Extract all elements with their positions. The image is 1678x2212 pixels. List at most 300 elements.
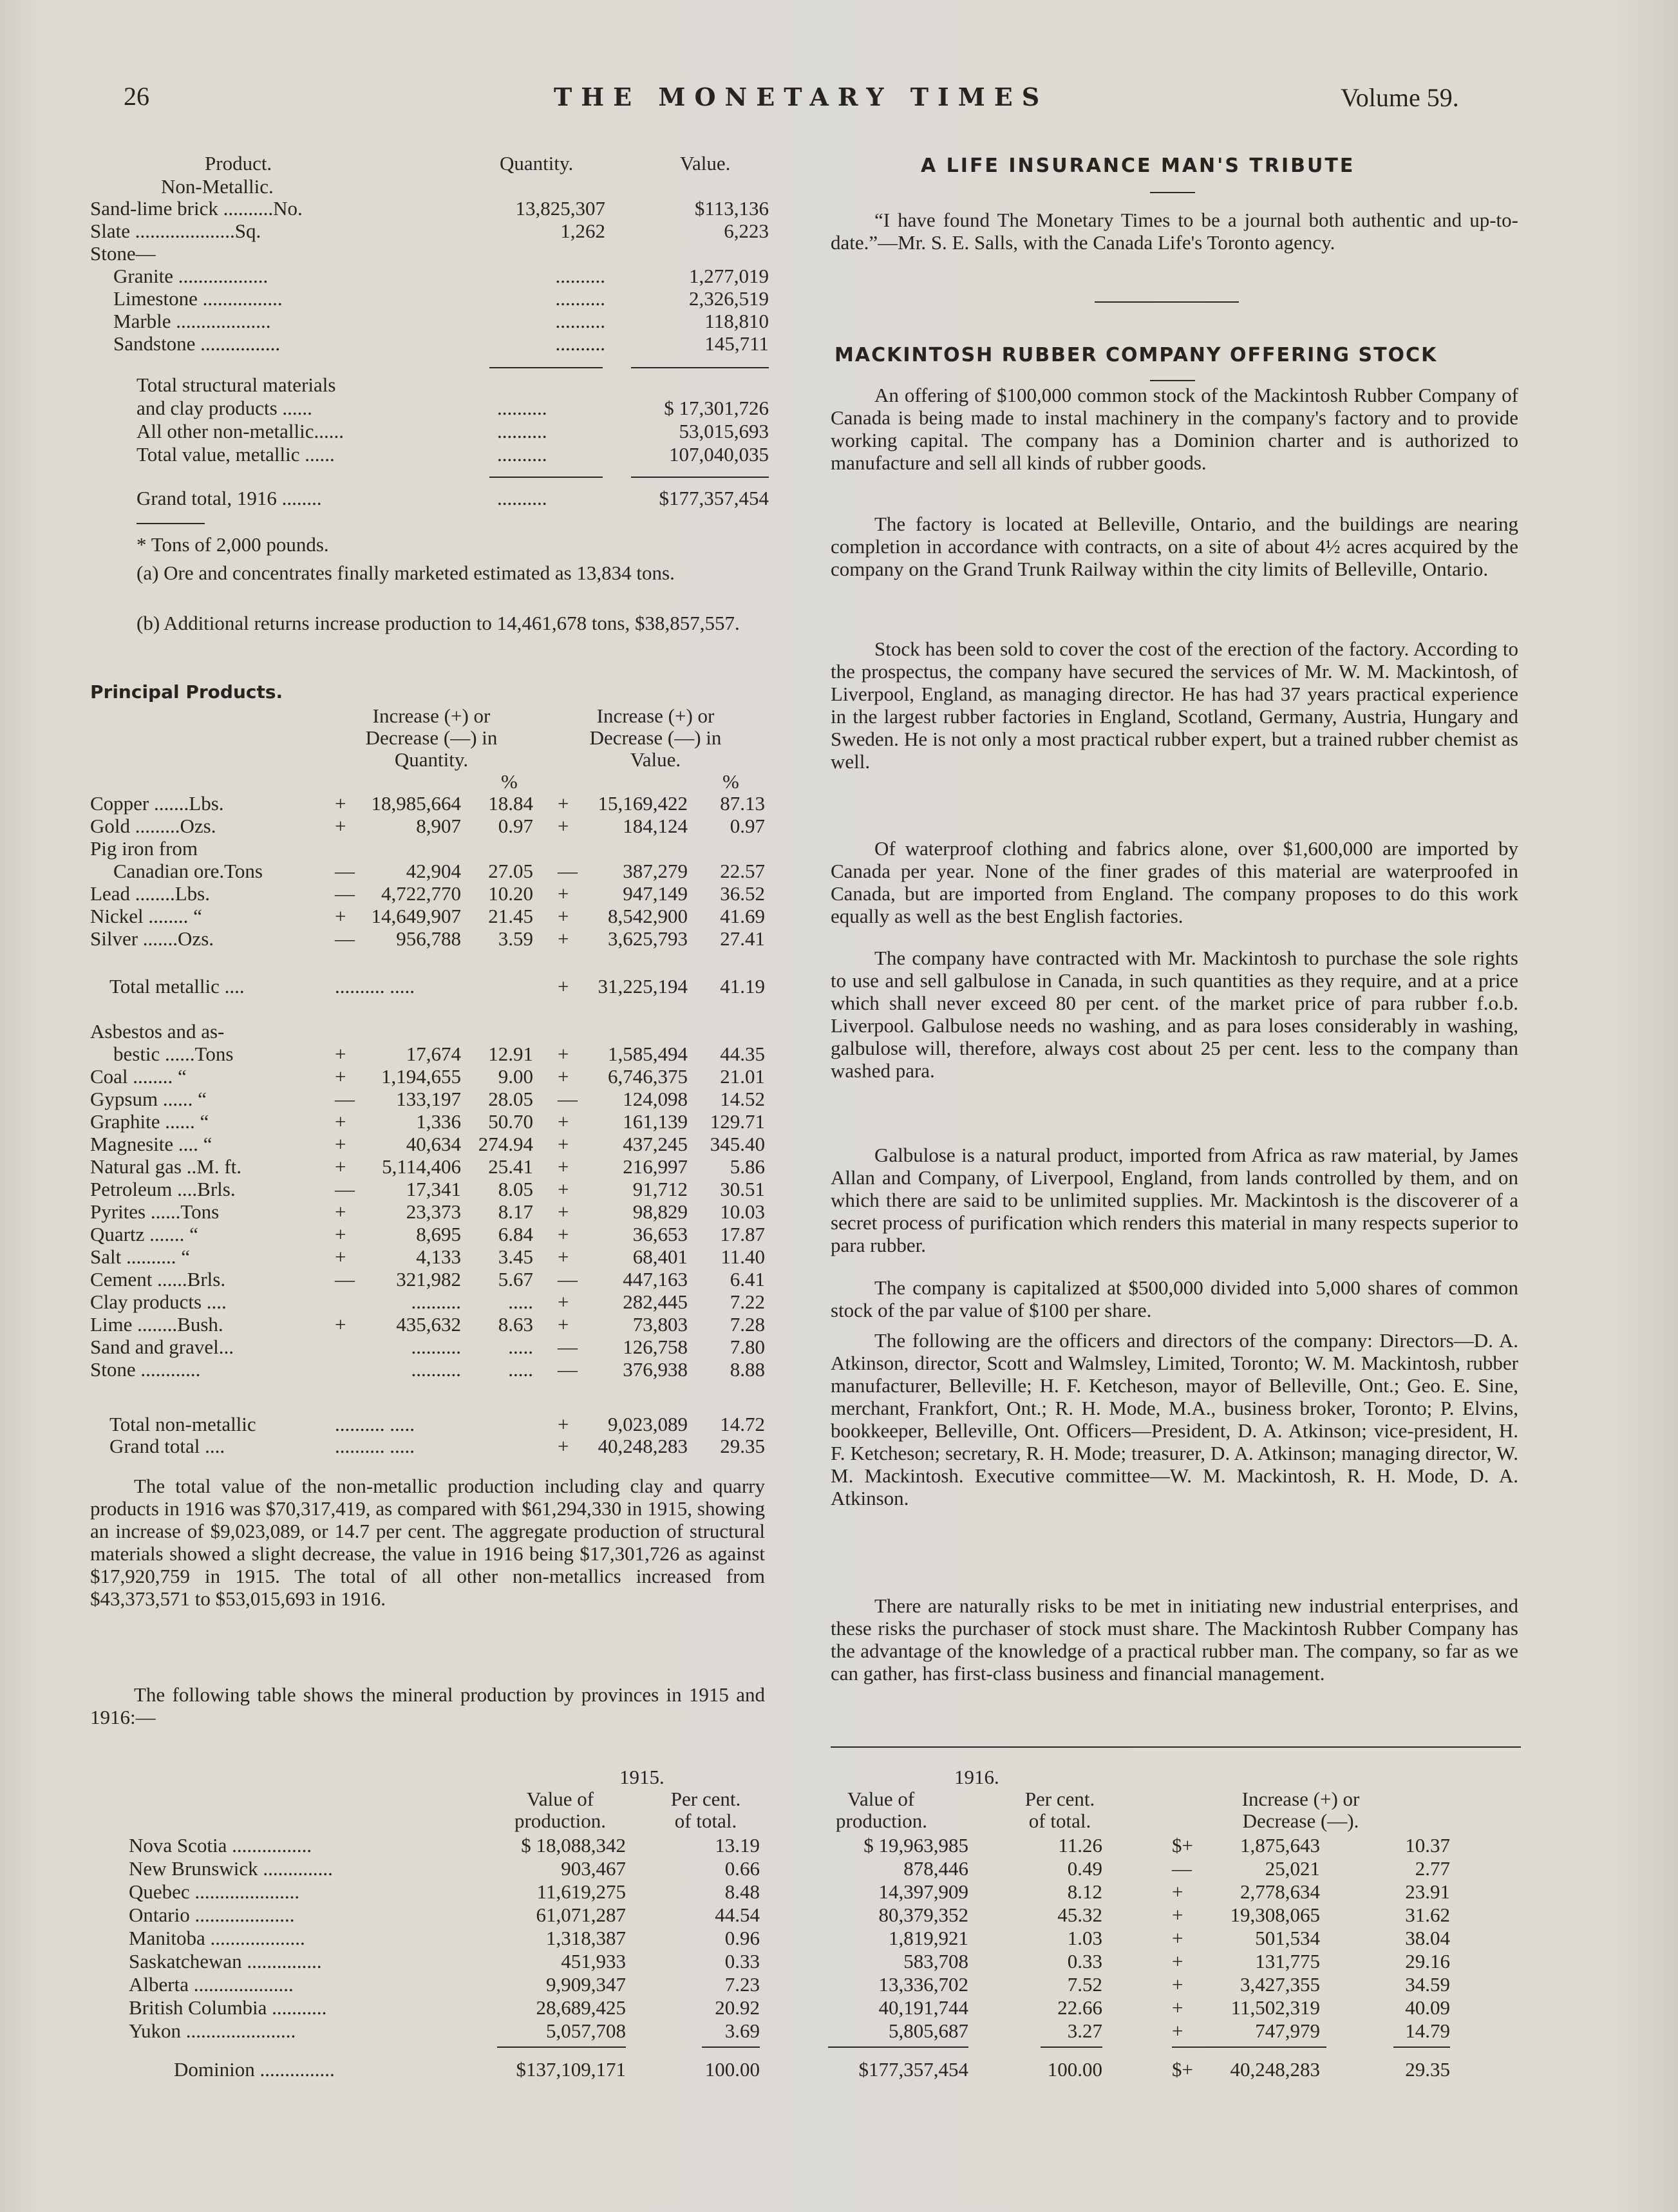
principal-qty-pct: 0.97 — [498, 815, 533, 837]
principal-qty-pct: 12.91 — [488, 1043, 533, 1065]
principal-qty: 956,788 — [396, 927, 461, 950]
tribute-title: A LIFE INSURANCE MAN'S TRIBUTE — [921, 155, 1355, 177]
principal-qty-pct: 3.45 — [498, 1245, 533, 1268]
province-pct-1916: 11.26 — [1058, 1834, 1102, 1857]
principal-qty-sign: + — [335, 1245, 346, 1268]
principal-val-h2: Decrease (—) in — [589, 726, 722, 749]
principal-val-pct: 7.80 — [730, 1336, 765, 1358]
principal-val-pct: 41.69 — [720, 905, 765, 927]
principal-qty: 435,632 — [396, 1313, 461, 1336]
divider — [631, 477, 769, 478]
principal-qty-pct: 274.94 — [478, 1133, 533, 1155]
mackintosh-paragraph: The company have contracted with Mr. Mackintosh to purchase the sole rights to use and sell galbulose in Canada, in such quantities as they require, and at a price which shall never exceed 80 per cent. of the market price of para rubber f.o.b. Liverpool. Galbulose needs no washing, and as para loses considerably in washing, galbulose will, therefore, always cost about 25 per cent. less to the company than washed para. — [831, 947, 1518, 1082]
volume-label: Volume 59. — [1341, 83, 1459, 112]
t1-total-label: All other non-metallic...... — [137, 420, 344, 442]
principal-val: 947,149 — [623, 882, 688, 905]
t1-col-quantity: Quantity. — [500, 152, 574, 175]
principal-val-sign: — — [558, 1088, 578, 1110]
principal-qty-sign: — — [335, 1088, 355, 1110]
principal-qty-sign: — — [335, 1178, 355, 1200]
t1-total-qty: .......... — [497, 397, 547, 419]
principal-total-val: 9,023,089 — [608, 1413, 688, 1435]
province-inc-pct: 38.04 — [1405, 1927, 1450, 1949]
principal-val-sign: + — [558, 882, 569, 905]
principal-total-label: Total non-metallic — [109, 1413, 256, 1435]
principal-val-pct: 6.41 — [730, 1268, 765, 1290]
principal-qty: 321,982 — [396, 1268, 461, 1290]
principal-qty: .......... — [411, 1336, 461, 1358]
principal-val-sign: + — [558, 792, 569, 815]
divider — [489, 477, 603, 478]
principal-val-pct: 87.13 — [720, 792, 765, 815]
column-end-rule — [831, 1746, 1521, 1748]
principal-label: Asbestos and as- — [90, 1020, 225, 1043]
province-name: Saskatchewan ............... — [129, 1950, 322, 1972]
province-inc-value: 25,021 — [1265, 1857, 1320, 1880]
principal-label: Gold .........Ozs. — [90, 815, 216, 837]
principal-qty-sign: — — [335, 860, 355, 882]
province-value-1915: 903,467 — [561, 1857, 626, 1880]
province-inc-sign: + — [1172, 1927, 1183, 1949]
principal-qty-pct: 50.70 — [488, 1110, 533, 1133]
province-name: Dominion ............... — [174, 2058, 335, 2081]
province-value-1916: 13,336,702 — [878, 1973, 968, 1996]
province-pct-1915: 8.48 — [724, 1880, 760, 1903]
province-pct-1915: 0.66 — [724, 1857, 760, 1880]
province-inc-pct: 23.91 — [1405, 1880, 1450, 1903]
province-inc-pct: 40.09 — [1405, 1996, 1450, 2019]
province-value-1916: 40,191,744 — [878, 1996, 968, 2019]
province-name: Ontario .................... — [129, 1904, 295, 1926]
province-value-1916: 878,446 — [903, 1857, 968, 1880]
h15-value-1: Value of — [526, 1788, 594, 1810]
province-inc-value: 19,308,065 — [1230, 1904, 1320, 1926]
province-pct-1915: 0.96 — [724, 1927, 760, 1949]
principal-qty-sign: — — [335, 1268, 355, 1290]
principal-val: 98,829 — [632, 1200, 688, 1223]
province-inc-pct: 34.59 — [1405, 1973, 1450, 1996]
principal-qty-sign: + — [335, 792, 346, 815]
principal-val-sign: — — [558, 1358, 578, 1381]
province-inc-pct: 29.16 — [1405, 1950, 1450, 1972]
principal-qty: 23,373 — [406, 1200, 461, 1223]
province-value-1916: 583,708 — [903, 1950, 968, 1972]
province-pct-1916: 0.33 — [1067, 1950, 1102, 1972]
province-pct-1916: 45.32 — [1057, 1904, 1102, 1926]
h15-pct-2: of total. — [674, 1810, 737, 1832]
t1-total-value: 53,015,693 — [679, 420, 769, 442]
principal-val: 8,542,900 — [608, 905, 688, 927]
h16-pct-2: of total. — [1028, 1810, 1091, 1832]
principal-total-dots: .......... ..... — [335, 1435, 415, 1457]
t1-row-value: 2,326,519 — [689, 287, 769, 310]
principal-label: Pyrites ......Tons — [90, 1200, 220, 1223]
mackintosh-paragraph: There are naturally risks to be met in initiating new industrial enterprises, and these risks the purchaser of stock must share. The Mackintosh Rubber Company has the advantage of the knowledge of a practical rubber man. The company, so far as we can gather, has first-class business and financial management. — [831, 1594, 1518, 1685]
principal-total-dots: .......... ..... — [335, 1413, 415, 1435]
principal-val-sign: + — [558, 1133, 569, 1155]
principal-total-val: 31,225,194 — [598, 975, 688, 997]
province-inc-value: 131,775 — [1255, 1950, 1320, 1972]
principal-qty: 133,197 — [396, 1088, 461, 1110]
principal-val: 184,124 — [623, 815, 688, 837]
h16-value-1: Value of — [847, 1788, 915, 1810]
province-inc-sign: + — [1172, 1950, 1183, 1972]
h-inc-2: Decrease (—). — [1242, 1810, 1359, 1832]
divider — [1041, 2047, 1102, 2048]
principal-val-sign: + — [558, 1290, 569, 1313]
principal-label: Canadian ore.Tons — [113, 860, 263, 882]
province-pct-1915: 3.69 — [724, 2019, 760, 2042]
principal-qty-sign: + — [335, 1200, 346, 1223]
province-inc-pct: 14.79 — [1405, 2019, 1450, 2042]
principal-val-sign: + — [558, 1223, 569, 1245]
h16-value-2: production. — [836, 1810, 928, 1832]
province-value-1915: 61,071,287 — [536, 1904, 626, 1926]
principal-label: Gypsum ...... “ — [90, 1088, 207, 1110]
principal-val-sign: + — [558, 1245, 569, 1268]
principal-qty: 18,985,664 — [371, 792, 461, 815]
t1-row-label: Sandstone ................ — [113, 332, 281, 355]
divider — [702, 2047, 760, 2048]
principal-qty-pct: 21.45 — [488, 905, 533, 927]
province-inc-sign: + — [1172, 1880, 1183, 1903]
t1-row-label: Marble ................... — [113, 310, 271, 332]
province-pct-1915: 20.92 — [715, 1996, 760, 2019]
principal-val-pct: 36.52 — [720, 882, 765, 905]
principal-label: Nickel ........ “ — [90, 905, 202, 927]
principal-qty-pct: ..... — [508, 1358, 533, 1381]
principal-label: Sand and gravel... — [90, 1336, 234, 1358]
principal-val-pct: 17.87 — [720, 1223, 765, 1245]
province-pct-1916: 0.49 — [1067, 1857, 1102, 1880]
t1-row-label: Limestone ................ — [113, 287, 283, 310]
principal-val: 36,653 — [632, 1223, 688, 1245]
divider — [1172, 2047, 1326, 2048]
principal-qty-sign: — — [335, 882, 355, 905]
divider — [1150, 380, 1195, 381]
province-name: Yukon ...................... — [129, 2019, 296, 2042]
principal-total-sign: + — [558, 1413, 569, 1435]
province-inc-pct: 2.77 — [1415, 1857, 1450, 1880]
t1-row-qty: .......... — [555, 310, 605, 332]
principal-total-dots: .......... ..... — [335, 975, 415, 997]
principal-qty: 17,674 — [406, 1043, 461, 1065]
province-inc-sign: $+ — [1172, 1834, 1193, 1857]
principal-qty: 5,114,406 — [382, 1155, 461, 1178]
principal-qty-sign: + — [335, 1110, 346, 1133]
principal-val-pct: 10.03 — [720, 1200, 765, 1223]
province-inc-value: 1,875,643 — [1240, 1834, 1320, 1857]
principal-val-pct: 44.35 — [720, 1043, 765, 1065]
principal-total-label: Grand total .... — [109, 1435, 225, 1457]
principal-val-pct: 345.40 — [710, 1133, 765, 1155]
principal-label: Lime ........Bush. — [90, 1313, 223, 1336]
province-inc-value: 3,427,355 — [1240, 1973, 1320, 1996]
year-1915: 1915. — [619, 1766, 665, 1788]
t1-total-value: $ 17,301,726 — [664, 397, 769, 419]
province-value-1916: $177,357,454 — [858, 2058, 968, 2081]
t1-total-label: Total value, metallic ...... — [137, 443, 335, 466]
t1-section: Non-Metallic. — [161, 175, 274, 198]
mackintosh-paragraph: The factory is located at Belleville, Ontario, and the buildings are nearing completion in accordance with contracts, on a site of about 4½ acres acquired by the company on the Grand Trunk Railway within the city limits of Belleville, Ontario. — [831, 513, 1518, 580]
footnote-rule — [137, 523, 205, 524]
province-inc-sign: + — [1172, 2019, 1183, 2042]
principal-label: Quartz ....... “ — [90, 1223, 198, 1245]
divider — [1150, 192, 1195, 193]
t1-col-product: Product. — [205, 152, 272, 175]
principal-qty-pct: 3.59 — [498, 927, 533, 950]
principal-qty: .......... — [411, 1358, 461, 1381]
divider — [489, 367, 603, 368]
principal-qty: 8,695 — [416, 1223, 461, 1245]
t1-row-qty: .......... — [555, 332, 605, 355]
h15-pct-1: Per cent. — [670, 1788, 741, 1810]
province-pct-1916: 3.27 — [1067, 2019, 1102, 2042]
province-value-1915: 28,689,425 — [536, 1996, 626, 2019]
principal-val-pct: 8.88 — [730, 1358, 765, 1381]
principal-qty-pct: ..... — [508, 1336, 533, 1358]
principal-label: Stone ............ — [90, 1358, 201, 1381]
paragraph-nonmetallic: The total value of the non-metallic production including clay and quarry products in 1916 was $70,317,419, as compared with $61,294,330 in 1915, showing an increase of $9,023,089, or 14.7 per cent. The aggregate production of structural materials showed a slight decrease, the value in 1916 being $17,301,726 as against $17,920,759 in 1915. The total of all other non-metallics increased from $43,373,571 to $53,015,693 in 1916. — [90, 1475, 765, 1610]
principal-qty-h2: Decrease (—) in — [365, 726, 498, 749]
province-inc-sign: — — [1172, 1857, 1192, 1880]
principal-label: Magnesite .... “ — [90, 1133, 212, 1155]
t1-total-label-2: and clay products ...... — [137, 397, 312, 419]
province-pct-1915: 0.33 — [724, 1950, 760, 1972]
province-value-1916: 5,805,687 — [889, 2019, 968, 2042]
principal-label: Silver .......Ozs. — [90, 927, 214, 950]
principal-val: 447,163 — [623, 1268, 688, 1290]
principal-qty: 14,649,907 — [371, 905, 461, 927]
principal-qty-sign: + — [335, 1313, 346, 1336]
province-value-1916: 1,819,921 — [889, 1927, 968, 1949]
province-inc-sign: $+ — [1172, 2058, 1193, 2081]
principal-val-sign: — — [558, 1336, 578, 1358]
principal-qty-pct: 28.05 — [488, 1088, 533, 1110]
year-1916: 1916. — [954, 1766, 999, 1788]
principal-val-sign: + — [558, 927, 569, 950]
principal-pct-2: % — [722, 770, 739, 793]
footnote-star: * Tons of 2,000 pounds. — [137, 533, 329, 556]
province-value-1915: 9,909,347 — [546, 1973, 626, 1996]
principal-qty-pct: 8.17 — [498, 1200, 533, 1223]
t1-total-qty: .......... — [497, 420, 547, 442]
principal-total-pct: 41.19 — [720, 975, 765, 997]
principal-qty-sign: + — [335, 905, 346, 927]
t1-total-value: 107,040,035 — [669, 443, 769, 466]
page-number: 26 — [124, 82, 149, 111]
principal-val-sign: — — [558, 860, 578, 882]
principal-val: 3,625,793 — [608, 927, 688, 950]
divider — [497, 2047, 626, 2048]
province-inc-value: 40,248,283 — [1230, 2058, 1320, 2081]
principal-qty: 17,341 — [406, 1178, 461, 1200]
province-inc-value: 11,502,319 — [1230, 1996, 1320, 2019]
mackintosh-paragraph: Of waterproof clothing and fabrics alone, over $1,600,000 are imported by Canada per year. None of the finer grades of this material are waterproofed in Canada, but are imported from England. The company proposes to do this work equally as well as the best English factories. — [831, 837, 1518, 927]
principal-qty: 8,907 — [416, 815, 461, 837]
principal-label: Salt .......... “ — [90, 1245, 190, 1268]
t1-row-value: $113,136 — [694, 197, 769, 220]
province-pct-1915: 7.23 — [724, 1973, 760, 1996]
principal-val-sign: + — [558, 1313, 569, 1336]
province-value-1915: $137,109,171 — [516, 2058, 626, 2081]
province-value-1916: 80,379,352 — [878, 1904, 968, 1926]
province-pct-1916: 7.52 — [1067, 1973, 1102, 1996]
t1-col-value: Value. — [680, 152, 731, 175]
principal-total-sign: + — [558, 975, 569, 997]
province-value-1915: 11,619,275 — [536, 1880, 626, 1903]
province-inc-sign: + — [1172, 1904, 1183, 1926]
principal-qty-sign: + — [335, 1155, 346, 1178]
principal-val-pct: 7.28 — [730, 1313, 765, 1336]
province-name: Manitoba ................... — [129, 1927, 305, 1949]
principal-val: 437,245 — [623, 1133, 688, 1155]
province-value-1915: 451,933 — [561, 1950, 626, 1972]
mackintosh-paragraph: The following are the officers and directors of the company: Directors—D. A. Atkinson, director, Scott and Walmsley, Limited, Toronto; W. M. Mackintosh, rubber manufacturer, Belleville; H. F. Ketcheson, mayor of Belleville, Ont.; Geo. E. Sine, merchant, Frankfort, Ont.; R. H. Mode, M.A., business broker, Toronto; P. Elvins, bookkeeper, Belleville, Ont. Officers—President, D. A. Atkinson; vice-president, H. F. Ketcheson; secretary, R. H. Mode; treasurer, D. A. Atkinson; managing director, W. M. Mackintosh. Executive committee—W. M. Mackintosh, R. H. Mode, D. A. Atkinson. — [831, 1329, 1518, 1509]
principal-val: 124,098 — [623, 1088, 688, 1110]
masthead: THE MONETARY TIMES — [554, 82, 1049, 111]
principal-qty-sign: + — [335, 815, 346, 837]
principal-total-pct: 29.35 — [720, 1435, 765, 1457]
province-value-1916: $ 19,963,985 — [863, 1834, 968, 1857]
principal-qty-pct: 8.05 — [498, 1178, 533, 1200]
principal-val-sign: + — [558, 1155, 569, 1178]
t1-row-qty: 13,825,307 — [515, 197, 605, 220]
h15-value-2: production. — [514, 1810, 607, 1832]
principal-val: 126,758 — [623, 1336, 688, 1358]
t1-row-value: 1,277,019 — [689, 265, 769, 287]
t1-row-qty: .......... — [555, 265, 605, 287]
principal-qty-sign: + — [335, 1043, 346, 1065]
principal-val-pct: 0.97 — [730, 815, 765, 837]
principal-val: 282,445 — [623, 1290, 688, 1313]
mackintosh-title: MACKINTOSH RUBBER COMPANY OFFERING STOCK — [834, 344, 1438, 366]
principal-label: Pig iron from — [90, 837, 198, 860]
province-pct-1916: 1.03 — [1067, 1927, 1102, 1949]
principal-val: 73,803 — [632, 1313, 688, 1336]
province-name: British Columbia ........... — [129, 1996, 327, 2019]
principal-val-pct: 22.57 — [720, 860, 765, 882]
principal-val: 15,169,422 — [598, 792, 688, 815]
divider — [1393, 2047, 1450, 2048]
principal-val: 376,938 — [623, 1358, 688, 1381]
principal-qty-sign: + — [335, 1223, 346, 1245]
province-name: Quebec ..................... — [129, 1880, 300, 1903]
principal-label: Petroleum ....Brls. — [90, 1178, 236, 1200]
province-inc-sign: + — [1172, 1973, 1183, 1996]
province-inc-value: 747,979 — [1255, 2019, 1320, 2042]
principal-val-pct: 129.71 — [710, 1110, 765, 1133]
principal-val-pct: 21.01 — [720, 1065, 765, 1088]
principal-val: 216,997 — [623, 1155, 688, 1178]
principal-qty-sign: — — [335, 927, 355, 950]
principal-qty-sign: + — [335, 1065, 346, 1088]
principal-val-pct: 7.22 — [730, 1290, 765, 1313]
principal-qty: 40,634 — [406, 1133, 461, 1155]
principal-val-pct: 27.41 — [720, 927, 765, 950]
principal-val-sign: — — [558, 1268, 578, 1290]
t1-row-label: Slate ....................Sq. — [90, 220, 261, 242]
principal-qty: 1,194,655 — [381, 1065, 461, 1088]
principal-label: Copper .......Lbs. — [90, 792, 224, 815]
t1-row-qty: 1,262 — [560, 220, 605, 242]
province-inc-pct: 29.35 — [1405, 2058, 1450, 2081]
mackintosh-paragraph: The company is capitalized at $500,000 divided into 5,000 shares of common stock of the par value of $100 per share. — [831, 1276, 1518, 1321]
t1-row-value: 6,223 — [724, 220, 769, 242]
province-value-1915: 1,318,387 — [546, 1927, 626, 1949]
principal-val-h3: Value. — [630, 748, 681, 771]
principal-total-pct: 14.72 — [720, 1413, 765, 1435]
h16-pct-1: Per cent. — [1024, 1788, 1095, 1810]
principal-qty: 4,722,770 — [381, 882, 461, 905]
province-value-1915: $ 18,088,342 — [521, 1834, 626, 1857]
principal-qty: 1,336 — [416, 1110, 461, 1133]
principal-qty: 4,133 — [416, 1245, 461, 1268]
tribute-text: “I have found The Monetary Times to be a journal both authentic and up-to-date.”—Mr. S. E. Salls, with the Canada Life's Toronto agency. — [831, 209, 1518, 254]
province-inc-pct: 31.62 — [1405, 1904, 1450, 1926]
province-pct-1916: 8.12 — [1067, 1880, 1102, 1903]
principal-qty: .......... — [411, 1290, 461, 1313]
principal-qty-pct: 8.63 — [498, 1313, 533, 1336]
t1-grand-value: $177,357,454 — [659, 487, 769, 509]
province-name: New Brunswick .............. — [129, 1857, 333, 1880]
principal-qty-pct: ..... — [508, 1290, 533, 1313]
footnote-a: (a) Ore and concentrates finally marketed estimated as 13,834 tons. — [137, 562, 675, 584]
principal-val-pct: 30.51 — [720, 1178, 765, 1200]
mackintosh-paragraph: An offering of $100,000 common stock of the Mackintosh Rubber Company of Canada is being made to instal machinery in the company's factory and to provide working capital. The company has a Dominion charter and is authorized to manufacture and sell all kinds of rubber goods. — [831, 384, 1518, 474]
principal-qty-pct: 5.67 — [498, 1268, 533, 1290]
principal-label: Lead ........Lbs. — [90, 882, 210, 905]
principal-val: 6,746,375 — [608, 1065, 688, 1088]
principal-val-sign: + — [558, 1178, 569, 1200]
province-value-1916: 14,397,909 — [878, 1880, 968, 1903]
principal-val-sign: + — [558, 1065, 569, 1088]
principal-qty-sign: + — [335, 1133, 346, 1155]
h-inc-1: Increase (+) or — [1241, 1788, 1360, 1810]
mackintosh-paragraph: Stock has been sold to cover the cost of the erection of the factory. According to the prospectus, the company have secured the services of Mr. W. M. Mackintosh, of Liverpool, England, as managing director. He has had 37 years practical experience in the largest rubber factories in England, Scotland, Germany, Austria, Hungary and Sweden. He is not only a most practical rubber expert, but a trained rubber chemist as well. — [831, 638, 1518, 773]
mackintosh-paragraph: Galbulose is a natural product, imported from Africa as raw material, by James Allan and Company, of Liverpool, England, from lands controlled by them, and on which there are said to be unlimited supplies. Mr. Mackintosh is the discoverer of a secret process of purification which renders this material in many respects superior to para rubber. — [831, 1144, 1518, 1256]
principal-val-sign: + — [558, 815, 569, 837]
principal-val: 91,712 — [632, 1178, 688, 1200]
principal-qty: 42,904 — [406, 860, 461, 882]
principal-qty-pct: 10.20 — [488, 882, 533, 905]
t1-row-label: Stone— — [90, 242, 156, 265]
t1-total-qty: .......... — [497, 443, 547, 466]
principal-val: 68,401 — [632, 1245, 688, 1268]
t1-grand-label: Grand total, 1916 ........ — [137, 487, 322, 509]
principal-label: bestic ......Tons — [113, 1043, 234, 1065]
province-value-1915: 5,057,708 — [546, 2019, 626, 2042]
principal-label: Clay products .... — [90, 1290, 227, 1313]
t1-row-qty: .......... — [555, 287, 605, 310]
divider — [631, 367, 769, 368]
principal-val: 387,279 — [623, 860, 688, 882]
t1-row-label: Granite .................. — [113, 265, 269, 287]
divider — [1095, 301, 1239, 303]
principal-label: Cement ......Brls. — [90, 1268, 226, 1290]
province-inc-sign: + — [1172, 1996, 1183, 2019]
principal-qty-h3: Quantity. — [394, 748, 469, 771]
principal-val: 161,139 — [623, 1110, 688, 1133]
principal-val-pct: 14.52 — [720, 1088, 765, 1110]
province-inc-value: 2,778,634 — [1240, 1880, 1320, 1903]
province-name: Nova Scotia ................ — [129, 1834, 312, 1857]
principal-val-pct: 11.40 — [721, 1245, 765, 1268]
principal-qty-pct: 18.84 — [488, 792, 533, 815]
province-inc-value: 501,534 — [1255, 1927, 1320, 1949]
principal-total-sign: + — [558, 1435, 569, 1457]
principal-val-sign: + — [558, 1043, 569, 1065]
